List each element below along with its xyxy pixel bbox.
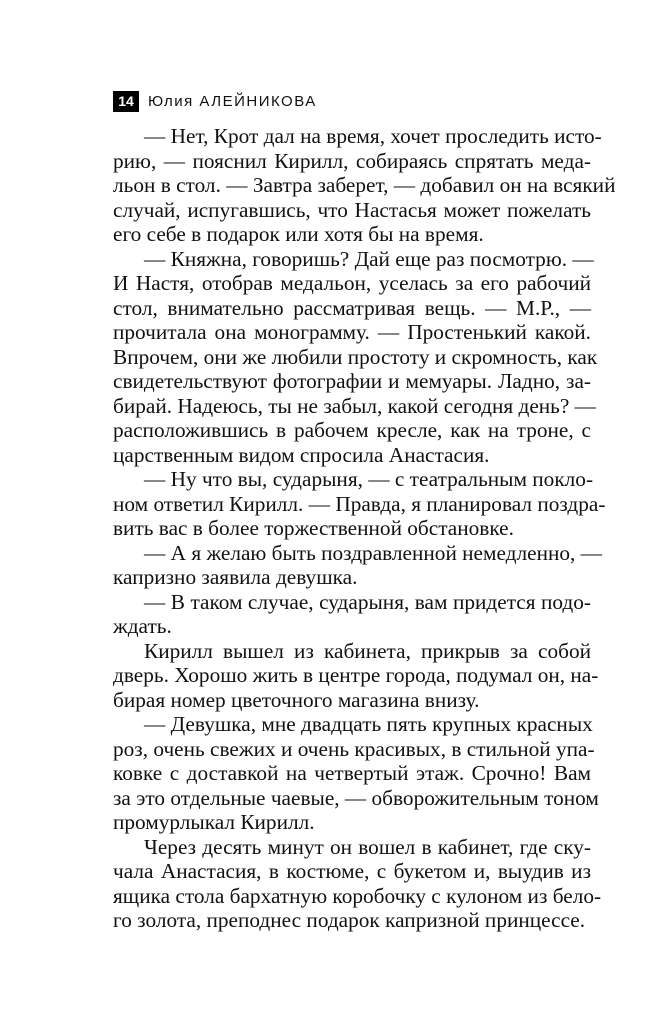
text-line: бирая номер цветочного магазина внизу.: [113, 687, 480, 712]
text-line: дверь. Хорошо жить в центре города, подумал он, на-: [113, 663, 599, 687]
body-text: [113, 124, 616, 933]
text-line: Через десять минут он вошел в кабинет, где ску-: [144, 834, 591, 859]
text-line: капризно заявила девушка.: [113, 565, 358, 589]
text-line: промурлыкал Кирилл.: [113, 810, 315, 834]
text-line: — В таком случае, сударыня, вам придется подо-: [144, 589, 591, 614]
text-line: его себе в подарок или хотя бы на время.: [113, 222, 484, 246]
text-line: — А я желаю быть поздравленной немедленно, —: [144, 540, 602, 565]
text-line: свидетельствуют фотографии и мемуары. Ладно, за-: [113, 369, 591, 393]
text-line: чала Анастасия, в костюме, с букетом и, выудив из: [113, 859, 591, 883]
paragraph: [113, 246, 598, 468]
text-line: — Нет, Крот дал на время, хочет проследить исто-: [144, 124, 602, 148]
paragraph: [113, 124, 616, 247]
text-line: прочитала она монограмму. — Простенький какой.: [113, 320, 591, 344]
text-line: — Ну что вы, сударыня, — с театральным покло-: [144, 467, 594, 491]
text-line: И Настя, отобрав медальон, уселась за его рабочий: [113, 271, 591, 295]
paragraph: [113, 834, 602, 933]
author-name: Юлия АЛЕЙНИКОВА: [148, 92, 317, 110]
page-number: 14: [113, 91, 139, 112]
running-header: [113, 90, 317, 112]
text-line: льон в стол. — Завтра заберет, — добавил он на всякий: [113, 173, 616, 197]
text-line: ном ответил Кирилл. — Правда, я планировал поздра-: [113, 491, 606, 516]
text-line: роз, очень свежих и очень красивых, в стильной упа-: [113, 736, 595, 761]
text-line: ковке с доставкой на четвертый этаж. Срочно! Вам: [113, 761, 591, 785]
text-line: рию, — пояснил Кирилл, собираясь спрятать меда-: [113, 148, 591, 173]
paragraph: [113, 540, 602, 590]
paragraph: [113, 712, 599, 835]
text-line: вить вас в более торжественной обстановке.: [113, 516, 514, 540]
text-line: Впрочем, они же любили простоту и скромность, как: [113, 344, 598, 369]
paragraph: [113, 590, 591, 639]
text-line: ждать.: [113, 614, 172, 638]
text-line: расположившись в рабочем кресле, как на троне, с: [113, 418, 591, 442]
paragraph: [113, 638, 599, 713]
text-line: го золота, преподнес подарок капризной принцессе.: [113, 908, 586, 932]
text-line: ящика стола бархатную коробочку с кулоном из бело-: [113, 883, 602, 908]
text-line: за это отдельные чаевые, — обворожительным тоном: [113, 785, 599, 810]
text-line: — Девушка, мне двадцать пять крупных красных: [144, 712, 593, 736]
text-line: Кирилл вышел из кабинета, прикрыв за собой: [144, 638, 591, 663]
paragraph: [113, 467, 606, 541]
text-line: бирай. Надеюсь, ты не забыл, какой сегодня день? —: [113, 393, 596, 418]
text-line: стол, внимательно рассматривая вещь. — М.Р., —: [113, 295, 591, 320]
text-line: — Княжна, говоришь? Дай еще раз посмотрю. —: [144, 246, 594, 271]
text-line: царственным видом спросила Анастасия.: [113, 442, 490, 467]
text-line: случай, испугавшись, что Настасья может пожелать: [113, 197, 591, 222]
